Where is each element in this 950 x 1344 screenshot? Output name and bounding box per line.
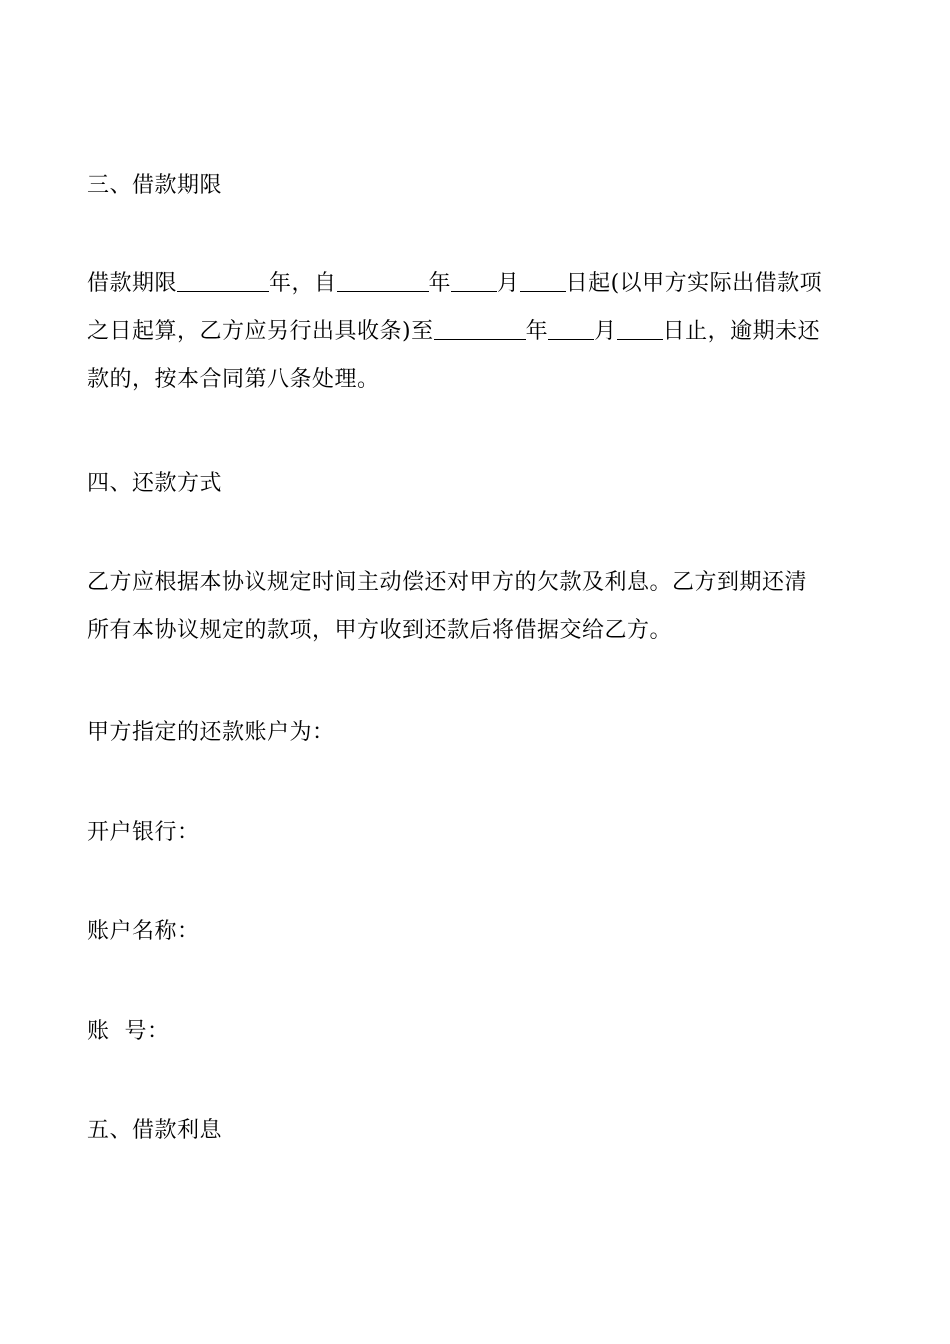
start-day-blank[interactable]	[520, 269, 566, 292]
loan-term-text-2c: 月	[594, 319, 617, 344]
loan-term-paragraph	[87, 260, 867, 404]
term-years-blank[interactable]	[177, 269, 269, 292]
repayment-line-1: 乙方应根据本协议规定时间主动偿还对甲方的欠款及利息。乙方到期还清	[87, 570, 808, 595]
repayment-line-2: 所有本协议规定的款项，甲方收到还款后将借据交给乙方。	[87, 618, 673, 643]
loan-term-text-1a: 借款期限	[87, 271, 178, 296]
end-year-blank[interactable]	[434, 317, 526, 340]
loan-term-text-1e: 日起(以甲方实际出借款项	[565, 271, 823, 296]
section-5-heading: 五、借款利息	[87, 1118, 223, 1143]
loan-term-text-2a: 之日起算，乙方应另行出具收条)至	[87, 319, 434, 344]
loan-term-text-1c: 年	[428, 271, 452, 296]
loan-term-line-2	[87, 308, 867, 356]
start-year-blank[interactable]	[337, 269, 429, 292]
loan-term-line-3: 款的，按本合同第八条处理。	[87, 367, 380, 392]
account-intro: 甲方指定的还款账户为：	[87, 720, 335, 745]
account-name-label: 账户名称：	[87, 919, 200, 944]
start-month-blank[interactable]	[451, 269, 497, 292]
loan-term-text-1b: 年，自	[269, 271, 337, 296]
end-month-blank[interactable]	[548, 317, 594, 340]
loan-term-line-1	[87, 260, 867, 308]
end-day-blank[interactable]	[617, 317, 663, 340]
section-4-heading: 四、还款方式	[87, 471, 223, 496]
section-3-heading: 三、借款期限	[87, 173, 223, 198]
account-number-label: 账 号：	[87, 1019, 170, 1044]
loan-term-text-2d: 日止，逾期未还	[662, 319, 821, 344]
loan-term-text-2b: 年	[525, 319, 549, 344]
loan-term-text-1d: 月	[497, 271, 520, 296]
repayment-paragraph	[87, 559, 867, 655]
bank-label: 开户银行：	[87, 820, 200, 845]
